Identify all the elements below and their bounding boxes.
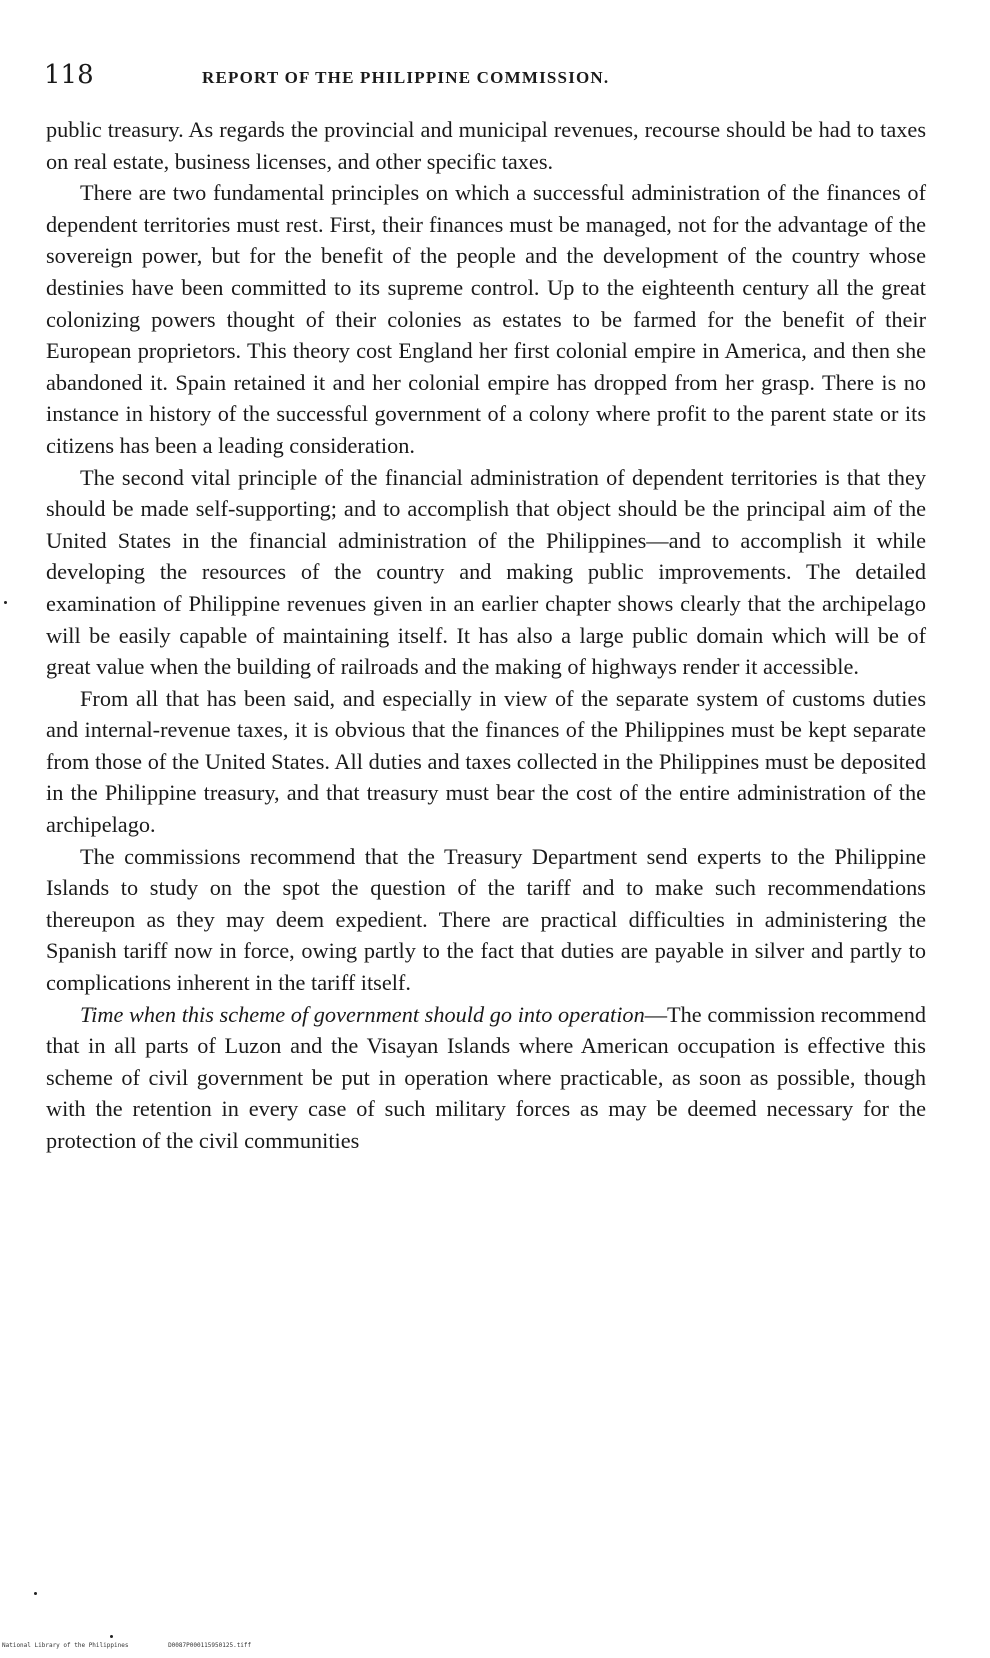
paragraph-4: From all that has been said, and especially in view of the separate system of customs duties and internal-revenue taxes, it is obvious that the finances of the Philippines must be kept separate from those of the United States. All duties and taxes collected in the Philippines must be deposited in the Philippine treasury, and that treasury must bear the cost of the entire administration of the archipelago. <box>46 685 926 838</box>
running-head: REPORT OF THE PHILIPPINE COMMISSION. <box>202 68 610 87</box>
scan-speck-dot <box>110 1635 113 1638</box>
body-text <box>46 114 926 1157</box>
scan-footer <box>2 1642 287 1649</box>
page-number: 118 <box>44 60 94 90</box>
scan-speck-dot <box>34 1592 37 1595</box>
paragraph-1: public treasury. As regards the provincial and municipal revenues, recourse should be had to taxes on real estate, business licenses, and other specific taxes. <box>46 117 926 174</box>
paragraph-3: The second vital principle of the financial administration of dependent territories is that they should be made self-supporting; and to accomplish that object should be the principal aim of the United States in the financial administration of the Philippines—and to accomplish it while developing the resources of the country and making public improvements. The detailed examination of Philippine revenues given in an earlier chapter shows clearly that the archipelago will be easily capable of maintaining itself. It has also a large public domain which will be of great value when the building of railroads and the making of highways render it accessible. <box>46 464 926 680</box>
paragraph-2: There are two fundamental principles on which a successful administration of the finances of dependent territories must rest. First, their finances must be managed, not for the advantage of the sovereign power, but for the benefit of the people and the development of the country whose destinies have been committed to its supreme control. Up to the eighteenth century all the great colonizing powers thought of their colonies as estates to be farmed for the benefit of their European proprietors. This theory cost England her first colonial empire in America, and then she abandoned it. Spain retained it and her colonial empire has dropped from her grasp. There is no instance in history of the successful government of a colony where profit to the parent state or its citizens has been a leading consideration. <box>46 180 926 458</box>
footer-file-id: D0087P000115950125.tiff <box>168 1642 252 1649</box>
paragraph-sidehead: Time when this scheme of government should go into operation <box>80 1001 645 1027</box>
paragraph-6-text: —The commission recommend that in all parts of Luzon and the Visayan Islands where American occupation is effective this scheme of civil government be put in operation where practicable, as soon as possible, though with the retention in every case of such military forces as may be deemed necessary for the protection of the civil communities <box>46 1001 926 1153</box>
page-header <box>44 60 924 92</box>
footer-library: National Library of the Philippines <box>2 1642 129 1649</box>
paragraph-5: The commissions recommend that the Treasury Department send experts to the Philippine Islands to study on the spot the question of the tariff and to make such recommendations thereupon as they may deem expedient. There are practical difficulties in administering the Spanish tariff now in force, owing partly to the fact that duties are payable in silver and partly to complications inherent in the tariff itself. <box>46 843 926 996</box>
scan-speck-dot <box>4 601 7 604</box>
paragraph-6 <box>46 999 926 1157</box>
